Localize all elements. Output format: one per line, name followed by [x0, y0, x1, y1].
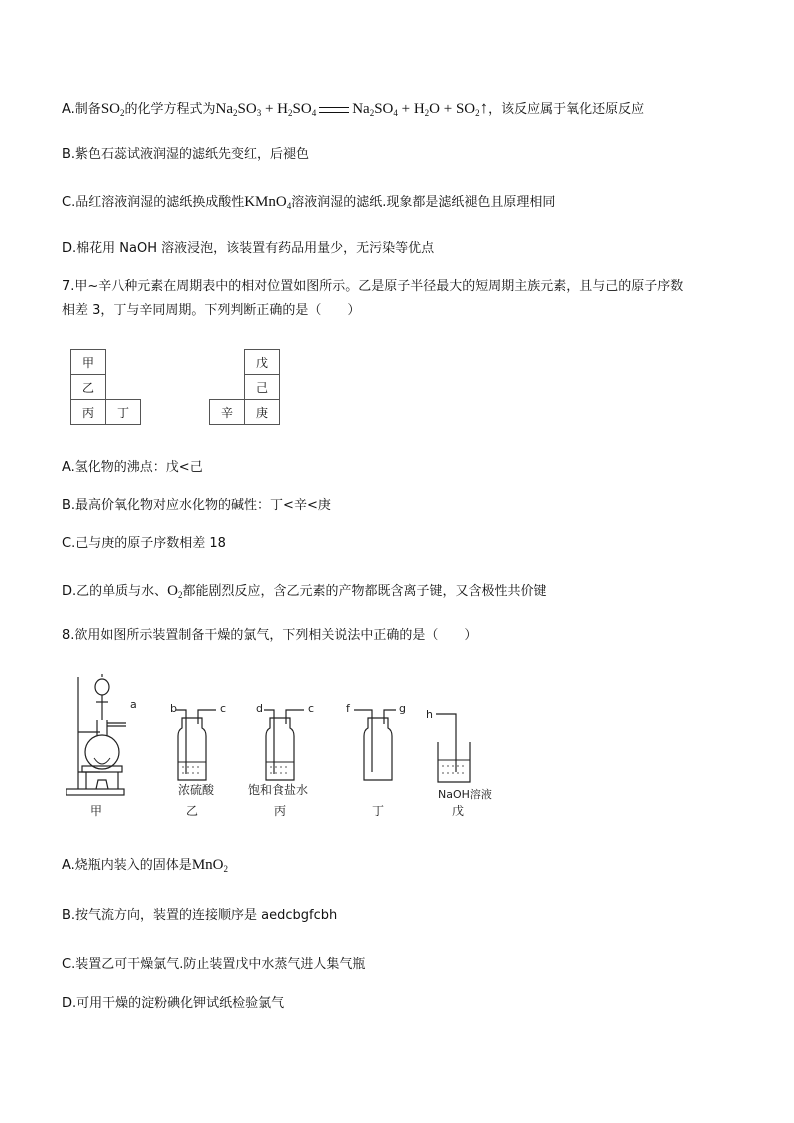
- caption-jia: 甲: [90, 804, 103, 818]
- label-h: h: [426, 708, 433, 721]
- cell-jia: 甲: [71, 350, 106, 375]
- cell-geng: 庚: [245, 400, 280, 425]
- label-d: d: [256, 702, 263, 715]
- q6a-so2: $SO_2$: [100, 101, 125, 118]
- apparatus-jia: [66, 674, 137, 795]
- q7-option-d: D.乙的单质与水、$O_2$都能剧烈反应，含乙元素的产物都既含离子键，又含极性共价键: [62, 583, 547, 600]
- cell-bing: 丙: [71, 400, 106, 425]
- q8-option-a: A.烧瓶内装入的固体是MnO$_2$: [62, 857, 228, 874]
- cell-ji: 己: [245, 375, 280, 400]
- q8-option-d: D.可用干燥的淀粉碘化钾试纸检验氯气: [62, 996, 285, 1011]
- label-c2: c: [308, 702, 315, 715]
- apparatus-ding: [346, 702, 406, 780]
- caption-wu: 戊: [452, 804, 465, 818]
- q6-option-a: [62, 98, 644, 120]
- equals-arrow: [319, 107, 349, 113]
- apparatus-wu: [426, 708, 470, 782]
- caption-yi-label: 浓硫酸: [178, 783, 215, 797]
- periodic-table-fragment: [70, 349, 280, 425]
- label-a: a: [130, 698, 137, 711]
- label-c1: c: [220, 702, 227, 715]
- q7-option-b: B.最高价氧化物对应水化物的碱性：丁<辛<庚: [62, 498, 331, 513]
- q6a-mid: 的化学方程式为: [124, 102, 216, 117]
- apparatus-diagram: [66, 672, 526, 822]
- caption-wu-label: NaOH溶液: [438, 788, 492, 801]
- apparatus-yi: [170, 702, 226, 780]
- caption-bing-label: 饱和食盐水: [248, 783, 309, 797]
- label-f: f: [346, 702, 350, 715]
- cell-wu: 戊: [245, 350, 280, 375]
- cell-xin: 辛: [210, 400, 245, 425]
- caption-yi: 乙: [186, 804, 199, 818]
- caption-ding: 丁: [372, 804, 385, 818]
- q6-option-c: C.品红溶液润湿的滤纸换成酸性KMnO$_4$溶液润湿的滤纸.现象都是滤纸褪色且原理相同: [62, 194, 556, 211]
- apparatus-bing: [256, 702, 314, 780]
- q7-option-a: A.氢化物的沸点：戊<己: [62, 460, 203, 475]
- q6-option-d: D.棉花用 NaOH 溶液浸泡，该装置有药品用量少，无污染等优点: [62, 241, 435, 256]
- label-g: g: [399, 702, 406, 715]
- cell-ding: 丁: [106, 400, 141, 425]
- cell-yi: 乙: [71, 375, 106, 400]
- q6a-suffix: ，该反应属于氧化还原反应: [488, 102, 645, 117]
- q6a-equation: $Na_2SO_3 + H_2SO_4$ $Na_2SO_4 + H_2O$ + $SO_2↑$: [215, 98, 489, 118]
- q8-option-c: C.装置乙可干燥氯气.防止装置戊中水蒸气进人集气瓶: [62, 957, 366, 972]
- q6a-prefix: A.制备: [62, 102, 101, 117]
- q8-stem: 8.欲用如图所示装置制备干燥的氯气，下列相关说法中正确的是（ ）: [62, 628, 478, 643]
- label-b: b: [170, 702, 177, 715]
- q8-option-b: B.按气流方向，装置的连接顺序是 aedcbgfcbh: [62, 908, 338, 923]
- q7-option-c: C.己与庚的原子序数相差 18: [62, 536, 226, 551]
- q7-stem-line2: 相差 3，丁与辛同周期。下列判断正确的是（ ）: [62, 303, 361, 318]
- q6-option-b: B.紫色石蕊试液润湿的滤纸先变红，后褪色: [62, 147, 310, 162]
- q7-stem-line1: 7.甲~辛八种元素在周期表中的相对位置如图所示。乙是原子半径最大的短周期主族元素，且与己的原子序数: [62, 279, 684, 294]
- caption-bing: 丙: [274, 804, 287, 818]
